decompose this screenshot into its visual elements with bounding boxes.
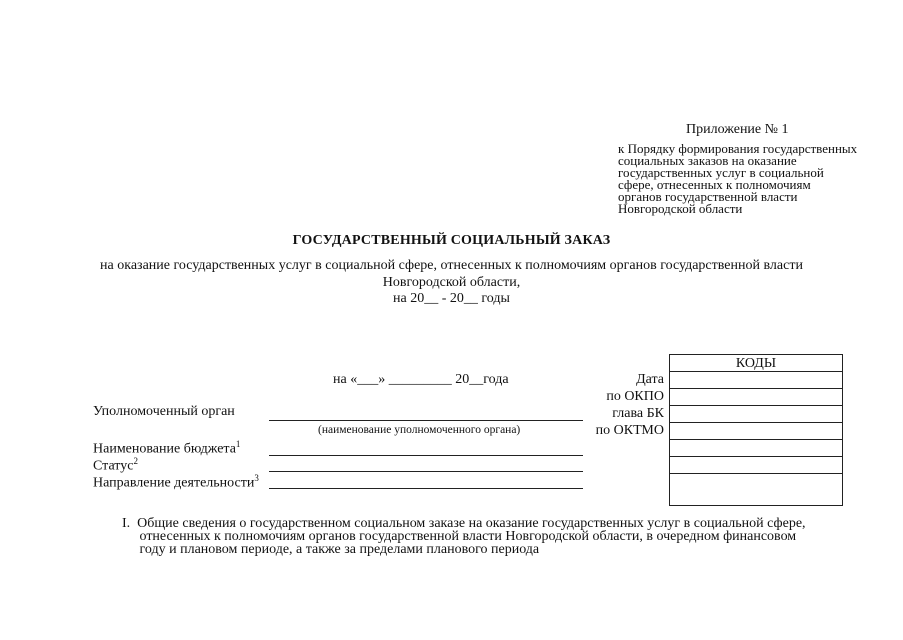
section-one-line: году и плановом периоде, а также за пределами планового периода [122, 542, 540, 557]
section-one [122, 517, 806, 556]
direction-text: Направление деятельности [93, 475, 255, 491]
authorized-body-label: Уполномоченный орган [93, 404, 235, 419]
codes-header: КОДЫ [670, 355, 842, 372]
appendix-line: органов государственной власти [618, 189, 798, 204]
codes-cell[interactable] [670, 406, 842, 423]
budget-name-text: Наименование бюджета [93, 441, 236, 457]
codes-cell[interactable] [670, 440, 842, 457]
direction-label [93, 473, 259, 492]
direction-underline [269, 488, 583, 489]
codes-cell[interactable] [670, 423, 842, 440]
budget-name-label [93, 439, 240, 458]
status-text: Статус [93, 458, 134, 474]
appendix-line: Новгородской области [618, 201, 743, 216]
document-subtitle-line: на оказание государственных услуг в социальной сфере, отнесенных к полномочиям органов государственной власти [100, 258, 803, 273]
budget-name-underline [269, 455, 583, 456]
codes-cell[interactable] [670, 457, 842, 474]
appendix-text [618, 143, 857, 215]
codes-label-okpo: по ОКПО [606, 389, 664, 404]
footnote-mark: 1 [235, 439, 241, 449]
codes-label-oktmo: по ОКТМО [595, 423, 664, 438]
codes-table [669, 354, 843, 506]
appendix-line: к Порядку формирования государственных [618, 141, 858, 156]
footnote-mark: 3 [254, 473, 259, 483]
codes-cell[interactable] [670, 389, 842, 406]
codes-cell[interactable] [670, 372, 842, 389]
section-one-line: отнесенных к полномочиям органов государственной власти Новгородской области, в очередном финансовом [122, 529, 797, 544]
appendix-line: социальных заказов на оказание [618, 153, 797, 168]
appendix-line: государственных услуг в социальной [618, 165, 824, 180]
status-underline [269, 471, 583, 472]
appendix-title: Приложение № 1 [686, 122, 789, 137]
appendix-line: сфере, отнесенных к полномочиям [618, 177, 811, 192]
date-line: на «___» _________ 20__года [333, 372, 509, 387]
section-one-line: I. Общие сведения о государственном социальном заказе на оказание государственных услуг в социальной сфере, [122, 516, 806, 531]
authorized-body-caption: (наименование уполномоченного органа) [318, 424, 521, 436]
document-subtitle-line: на 20__ - 20__ годы [393, 291, 510, 306]
document-subtitle-line: Новгородской области, [382, 275, 521, 290]
codes-label-date: Дата [636, 372, 664, 387]
footnote-mark: 2 [133, 456, 138, 466]
authorized-body-underline [269, 420, 583, 421]
status-label [93, 456, 138, 475]
codes-label-glava-bk: глава БК [612, 406, 664, 421]
document-title: ГОСУДАРСТВЕННЫЙ СОЦИАЛЬНЫЙ ЗАКАЗ [292, 233, 611, 248]
